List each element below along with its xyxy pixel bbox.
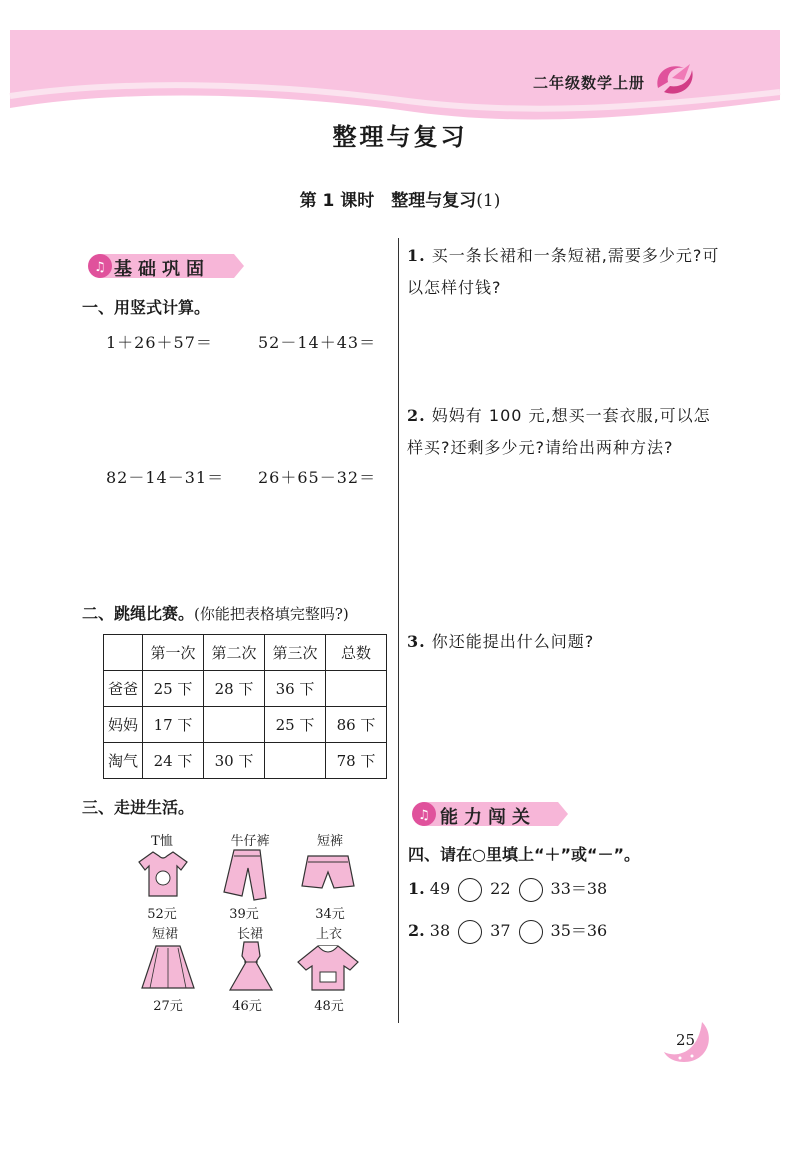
table-cell: 24 下 bbox=[143, 743, 204, 779]
operator-circle[interactable] bbox=[519, 920, 543, 944]
page-number: 25 bbox=[676, 1031, 696, 1049]
question-text: 妈妈有 100 元,想买一套衣服,可以怎样买?还剩多少元?请给出两种方法? bbox=[407, 406, 711, 457]
fill-item-number: 2. bbox=[408, 921, 425, 940]
item-price: 48元 bbox=[314, 999, 344, 1014]
table-header-cell: 第一次 bbox=[143, 635, 204, 671]
skirt-icon bbox=[140, 942, 196, 992]
table-cell-blank[interactable] bbox=[326, 671, 387, 707]
fill-result: 33＝38 bbox=[550, 879, 608, 898]
fill-result: 35＝36 bbox=[550, 921, 608, 940]
item-name: 牛仔裤 bbox=[230, 834, 270, 849]
table-header-cell: 总数 bbox=[326, 635, 387, 671]
item-price: 46元 bbox=[232, 999, 262, 1014]
lesson-subtitle bbox=[0, 186, 800, 211]
table-cell: 25 下 bbox=[143, 671, 204, 707]
item-name: 短裤 bbox=[316, 834, 343, 849]
table-row bbox=[104, 707, 387, 743]
operator-circle[interactable] bbox=[458, 878, 482, 902]
table-header-cell: 第二次 bbox=[204, 635, 265, 671]
shorts-icon bbox=[300, 852, 356, 892]
question-number: 2. bbox=[407, 406, 426, 425]
section1-heading: 一、用竖式计算。 bbox=[82, 298, 211, 317]
table-row bbox=[104, 743, 387, 779]
fill-item-2 bbox=[408, 918, 607, 944]
item-name: 长裙 bbox=[236, 927, 263, 942]
tshirt-icon bbox=[137, 848, 189, 898]
expr-1: 1＋26＋57＝ bbox=[106, 333, 213, 352]
section2-heading bbox=[82, 601, 349, 624]
subtitle-paren: (1) bbox=[476, 191, 501, 211]
table-cell: 17 下 bbox=[143, 707, 204, 743]
expr-3: 82－14－31＝ bbox=[106, 468, 225, 487]
question-2 bbox=[407, 400, 727, 464]
section4-heading: 四、请在○里填上“＋”或“－”。 bbox=[408, 845, 641, 864]
jump-rope-table bbox=[103, 634, 387, 779]
section2-note: (你能把表格填完整吗?) bbox=[194, 605, 349, 623]
table-cell: 28 下 bbox=[204, 671, 265, 707]
table-cell: 86 下 bbox=[326, 707, 387, 743]
fill-item-1 bbox=[408, 876, 607, 902]
table-header-cell bbox=[104, 635, 143, 671]
section3-heading: 三、走进生活。 bbox=[82, 798, 195, 817]
table-cell: 36 下 bbox=[265, 671, 326, 707]
subtitle-main: 第 1 课时 整理与复习 bbox=[299, 191, 477, 211]
item-name: 短裙 bbox=[151, 927, 178, 942]
question-text: 买一条长裙和一条短裙,需要多少元?可以怎样付钱? bbox=[407, 246, 720, 297]
ability-banner-label: 能力闯关 bbox=[440, 807, 536, 828]
table-cell: 淘气 bbox=[104, 743, 143, 779]
item-name: 上衣 bbox=[315, 927, 342, 942]
item-price: 39元 bbox=[229, 907, 259, 922]
table-header-row bbox=[104, 635, 387, 671]
svg-text:♫: ♫ bbox=[418, 808, 430, 823]
fill-item-number: 1. bbox=[408, 879, 425, 898]
item-price: 52元 bbox=[147, 907, 177, 922]
basic-banner-label: 基础巩固 bbox=[114, 259, 210, 280]
question-1 bbox=[407, 240, 727, 304]
jeans-icon bbox=[220, 846, 276, 902]
table-cell-blank[interactable] bbox=[204, 707, 265, 743]
section2-heading-text: 二、跳绳比赛。 bbox=[82, 604, 195, 623]
table-cell: 30 下 bbox=[204, 743, 265, 779]
question-3 bbox=[407, 626, 727, 658]
question-number: 1. bbox=[407, 246, 426, 265]
expr-4: 26＋65－32＝ bbox=[258, 468, 377, 487]
logo-icon bbox=[650, 58, 700, 100]
fill-operand: 38 bbox=[429, 921, 451, 940]
dress-icon bbox=[226, 940, 276, 994]
item-price: 34元 bbox=[315, 907, 345, 922]
table-cell: 25 下 bbox=[265, 707, 326, 743]
table-cell: 爸爸 bbox=[104, 671, 143, 707]
table-cell: 妈妈 bbox=[104, 707, 143, 743]
table-cell-blank[interactable] bbox=[265, 743, 326, 779]
operator-circle[interactable] bbox=[458, 920, 482, 944]
column-divider bbox=[398, 238, 399, 1023]
question-number: 3. bbox=[407, 632, 426, 651]
grade-label: 二年级数学上册 bbox=[533, 74, 646, 92]
item-name: T恤 bbox=[151, 834, 173, 849]
table-cell: 78 下 bbox=[326, 743, 387, 779]
operator-circle[interactable] bbox=[519, 878, 543, 902]
table-row bbox=[104, 671, 387, 707]
expr-2: 52－14＋43＝ bbox=[258, 333, 377, 352]
table-header-cell: 第三次 bbox=[265, 635, 326, 671]
jacket-icon bbox=[296, 942, 360, 992]
fill-operand: 22 bbox=[490, 879, 511, 898]
page-title: 整理与复习 bbox=[332, 123, 468, 151]
svg-text:♫: ♫ bbox=[94, 260, 106, 275]
fill-operand: 49 bbox=[429, 879, 451, 898]
question-text: 你还能提出什么问题? bbox=[431, 632, 595, 651]
item-price: 27元 bbox=[153, 999, 183, 1014]
fill-operand: 37 bbox=[490, 921, 511, 940]
